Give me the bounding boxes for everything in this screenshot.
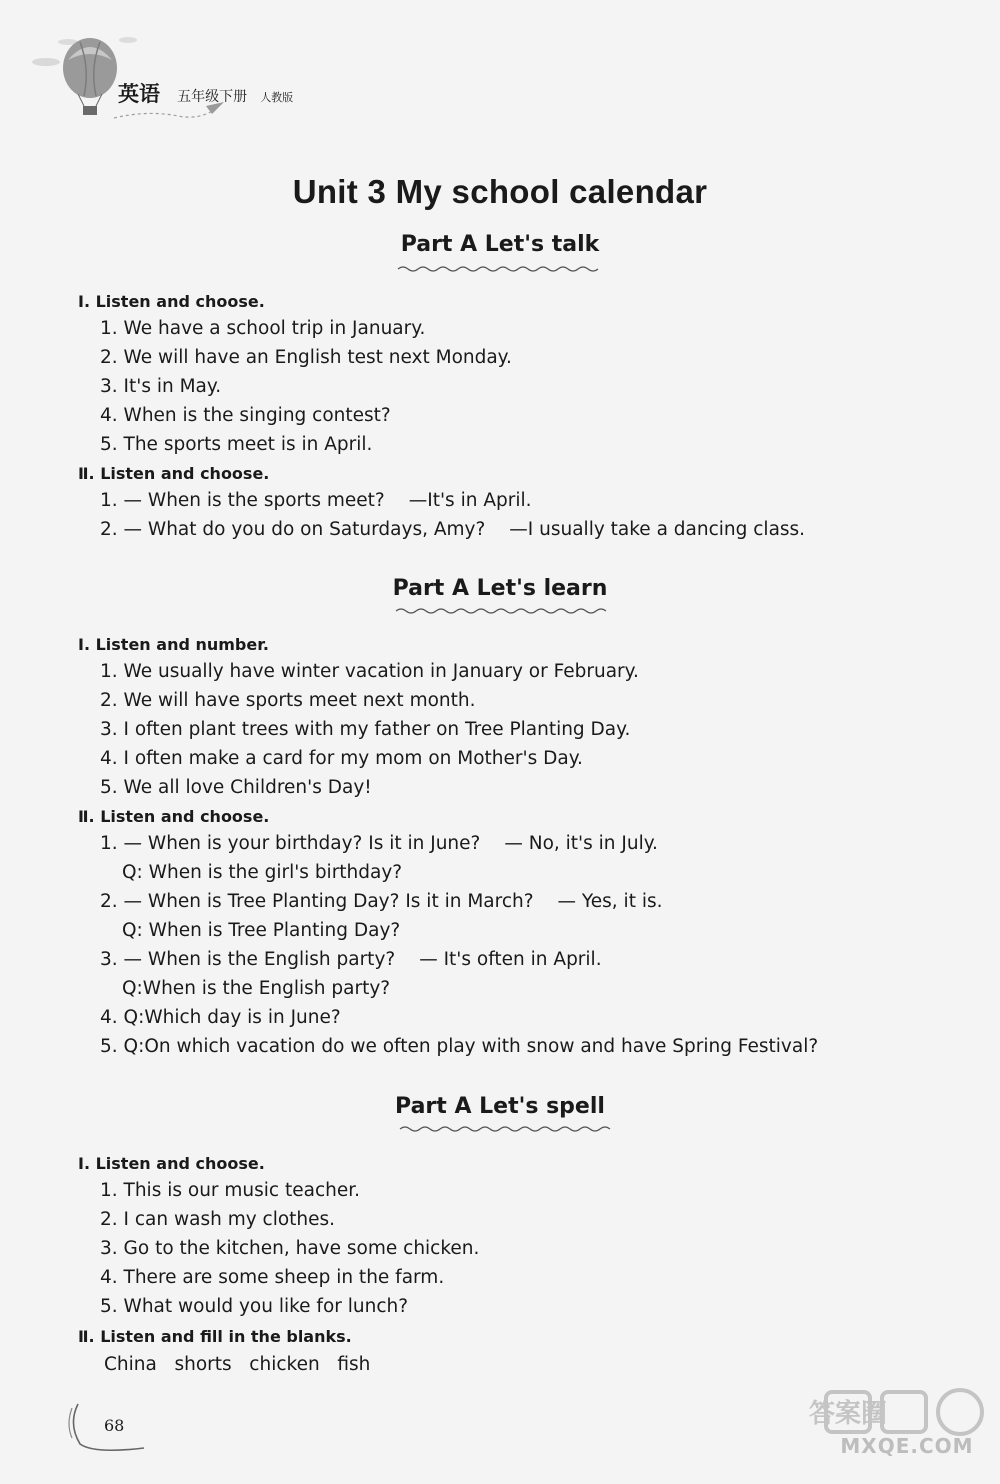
- dialog-answer: — Yes, it is.: [557, 891, 663, 912]
- list-item: 4. When is the singing contest?: [100, 405, 391, 426]
- dialog-line: [100, 949, 602, 970]
- section-label: Ⅱ. Listen and fill in the blanks.: [78, 1327, 352, 1346]
- part-heading-lets-learn: Part A Let's learn: [392, 576, 608, 601]
- header-text: [118, 78, 293, 108]
- wavy-underline: [398, 265, 598, 273]
- list-item: 5. What would you like for lunch?: [100, 1296, 409, 1317]
- dialog-answer: — No, it's in July.: [504, 833, 658, 854]
- grade-label: 五年级下册: [177, 89, 248, 105]
- list-item: 4. Q:Which day is in June?: [100, 1007, 341, 1028]
- list-item: 5. The sports meet is in April.: [100, 434, 373, 455]
- page-number: 68: [104, 1416, 125, 1435]
- dialog-line: [100, 490, 532, 511]
- dialog-question: 3. — When is the English party?: [100, 949, 396, 970]
- watermark-char: 答案圈: [808, 1399, 888, 1429]
- wavy-underline: [396, 607, 606, 615]
- question-line: Q:When is the English party?: [122, 978, 391, 999]
- dialog-line: [100, 891, 663, 912]
- list-item: 2. We will have an English test next Monday.: [100, 347, 512, 368]
- list-item: 3. I often plant trees with my father on Tree Planting Day.: [100, 719, 631, 740]
- dialog-question: 1. — When is your birthday? Is it in June?: [100, 833, 481, 854]
- watermark-url: MXQE.COM: [840, 1434, 974, 1458]
- list-item: 3. It's in May.: [100, 376, 222, 397]
- edition-label: 人教版: [260, 91, 294, 104]
- list-item: 1. We usually have winter vacation in January or February.: [100, 661, 639, 682]
- part-heading-lets-talk: Part A Let's talk: [400, 232, 600, 257]
- part-heading-lets-spell: Part A Let's spell: [395, 1094, 605, 1119]
- dialog-answer: — It's often in April.: [419, 949, 602, 970]
- dialog-line: [100, 519, 805, 540]
- subject-label: 英语: [118, 81, 160, 106]
- list-item: 2. I can wash my clothes.: [100, 1209, 336, 1230]
- question-line: Q: When is Tree Planting Day?: [122, 920, 401, 941]
- dialog-question: 2. — When is Tree Planting Day? Is it in March?: [100, 891, 534, 912]
- dialog-answer: —It's in April.: [408, 490, 532, 511]
- unit-title: Unit 3 My school calendar: [292, 173, 708, 210]
- dialog-line: [100, 833, 658, 854]
- dialog-answer: —I usually take a dancing class.: [509, 519, 806, 540]
- dialog-question: 1. — When is the sports meet?: [100, 490, 385, 511]
- list-item: 4. There are some sheep in the farm.: [100, 1267, 445, 1288]
- list-item: 3. Go to the kitchen, have some chicken.: [100, 1238, 480, 1259]
- wavy-underline: [400, 1125, 608, 1133]
- section-label: Ⅰ. Listen and choose.: [78, 292, 265, 311]
- dialog-question: 2. — What do you do on Saturdays, Amy?: [100, 519, 486, 540]
- watermark-badge-icon: [808, 1386, 992, 1436]
- watermark-logo: [808, 1386, 992, 1476]
- list-item: 5. Q:On which vacation do we often play with snow and have Spring Festival?: [100, 1036, 819, 1057]
- list-item: 1. We have a school trip in January.: [100, 318, 426, 339]
- page-header: [28, 30, 368, 130]
- list-item: 2. We will have sports meet next month.: [100, 690, 476, 711]
- question-line: Q: When is the girl's birthday?: [122, 862, 403, 883]
- list-item: 5. We all love Children's Day!: [100, 777, 372, 798]
- word-bank: China shorts chicken fish: [104, 1354, 371, 1375]
- list-item: 4. I often make a card for my mom on Mother's Day.: [100, 748, 583, 769]
- section-label: Ⅰ. Listen and choose.: [78, 1154, 265, 1173]
- section-label: Ⅰ. Listen and number.: [78, 635, 269, 654]
- section-label: Ⅱ. Listen and choose.: [78, 807, 270, 826]
- section-label: Ⅱ. Listen and choose.: [78, 464, 270, 483]
- list-item: 1. This is our music teacher.: [100, 1180, 361, 1201]
